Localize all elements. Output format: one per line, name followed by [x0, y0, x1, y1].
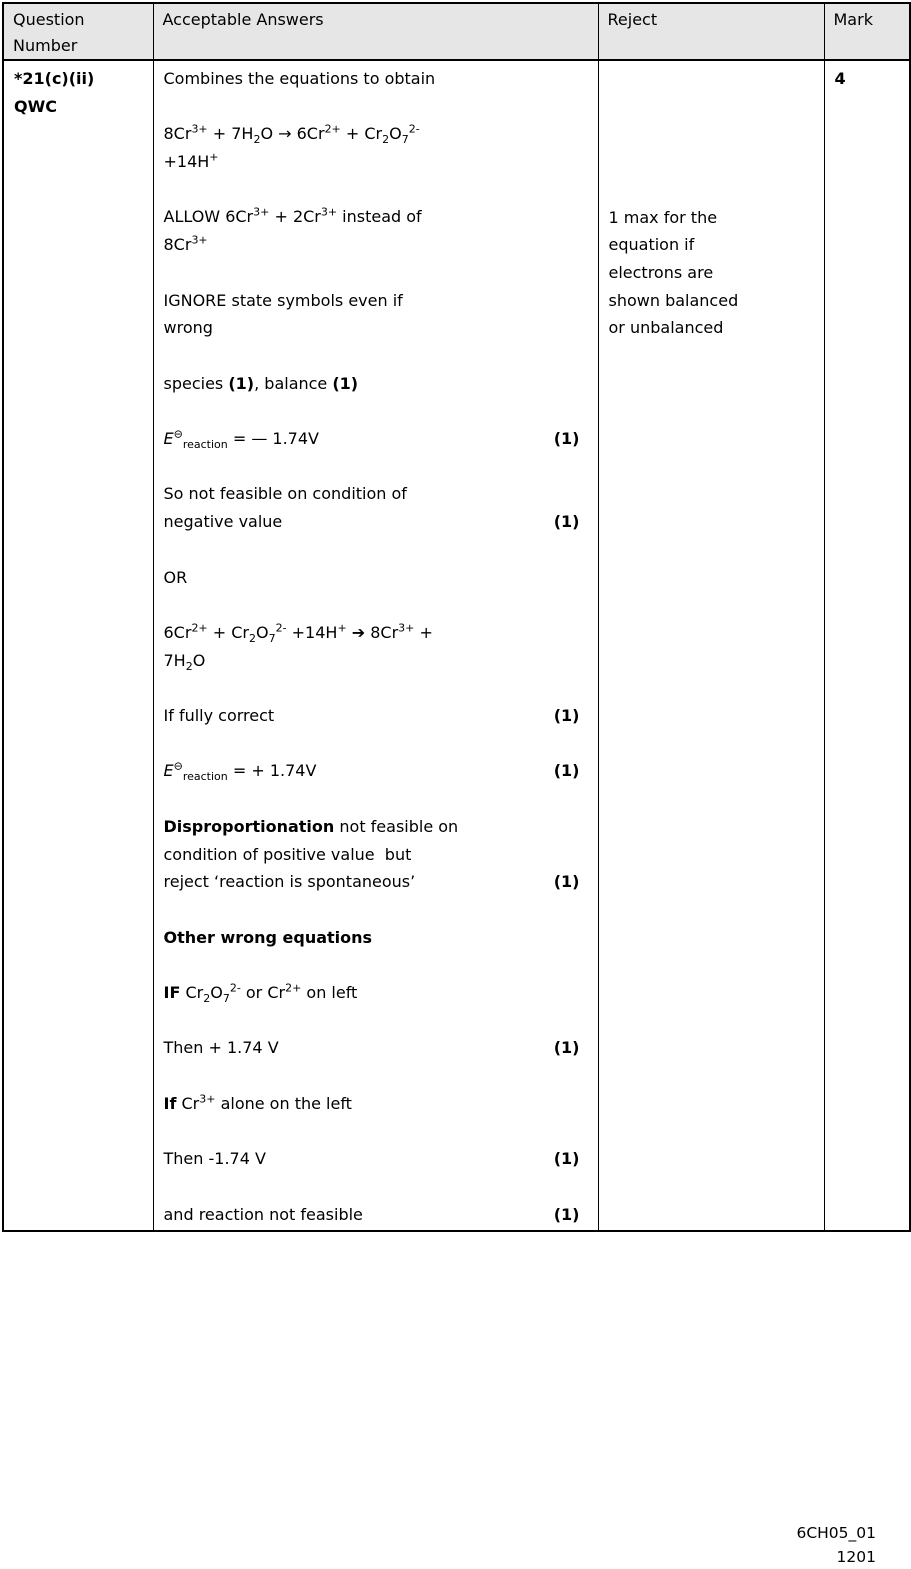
- reject-line: shown balanced: [609, 287, 814, 315]
- answer-line: +14H+: [164, 148, 588, 176]
- answer-line: ALLOW $6Cr^{3+} + 2Cr^{3+}$ instead of: [164, 203, 588, 231]
- answer-paragraph: [164, 619, 588, 674]
- answer-paragraph: [164, 757, 588, 785]
- answer-line: Other wrong equations: [164, 924, 588, 952]
- answer-line: $8Cr^{3+} + 7H_2O \to 6Cr^{2+} + Cr_2O_7^{2-}$: [164, 120, 588, 148]
- answer-line: $7H_2O$: [164, 647, 588, 675]
- answer-line: OR: [164, 564, 588, 592]
- reject-text: [609, 204, 814, 343]
- answer-line: $E^⊖_{reaction}$ = + 1.74V (1): [164, 757, 588, 785]
- reject-line: or unbalanced: [609, 314, 814, 342]
- answer-paragraph: [164, 813, 588, 896]
- answer-paragraph: [164, 1145, 588, 1173]
- answer-paragraph: [164, 370, 588, 398]
- answer-paragraph: [164, 924, 588, 952]
- answer-paragraph: [164, 65, 588, 93]
- answer-line: species (1), balance (1): [164, 370, 588, 398]
- answer-line: So not feasible on condition of: [164, 480, 588, 508]
- header-reject: Reject: [598, 3, 824, 60]
- mark-scheme-table: [2, 2, 911, 1232]
- reject-line: equation if: [609, 231, 814, 259]
- question-line: QWC: [14, 93, 143, 121]
- answer-line: Then + 1.74 V (1): [164, 1034, 588, 1062]
- answer-line: $6Cr^{2+} + Cr_2O_7^{2-} +14H^+$ ➔ $8Cr^{3+}$ +: [164, 619, 588, 647]
- reject-cell: [598, 60, 824, 1231]
- answer-paragraph: [164, 480, 588, 535]
- answer-line: IGNORE state symbols even if: [164, 287, 588, 315]
- answer-paragraph: [164, 425, 588, 453]
- answer-paragraph: [164, 564, 588, 592]
- answer-line: IF $Cr_2O_7^{2-}$ or $Cr^{2+}$ on left: [164, 979, 588, 1007]
- answer-paragraph: [164, 1034, 588, 1062]
- acceptable-answers-cell: [153, 60, 598, 1231]
- answer-line: wrong: [164, 314, 588, 342]
- answer-paragraph: [164, 979, 588, 1007]
- answer-paragraph: [164, 287, 588, 342]
- mark-value: 4: [835, 65, 900, 93]
- answer-line: and reaction not feasible (1): [164, 1201, 588, 1229]
- answer-paragraph: [164, 120, 588, 175]
- answer-line: negative value (1): [164, 508, 588, 536]
- question-number-cell: [3, 60, 153, 1231]
- header-row: [3, 3, 910, 60]
- answer-line: If $Cr^{3+}$ alone on the left: [164, 1090, 588, 1118]
- answer-line: $8Cr^{3+}$: [164, 231, 588, 259]
- footer: [796, 1522, 876, 1569]
- answer-paragraph: [164, 1090, 588, 1118]
- question-line: *21(c)(ii): [14, 65, 143, 93]
- answer-line: Then -1.74 V (1): [164, 1145, 588, 1173]
- answer-paragraph: [164, 702, 588, 730]
- paper-code: 6CH05_01: [796, 1522, 876, 1546]
- reject-line: 1 max for the: [609, 204, 814, 232]
- answer-line: Combines the equations to obtain: [164, 65, 588, 93]
- header-question-number: Question Number: [3, 3, 153, 60]
- answer-row: [3, 60, 910, 1231]
- answer-line: Disproportionation not feasible on: [164, 813, 588, 841]
- answer-paragraph: [164, 203, 588, 258]
- answer-line: reject ‘reaction is spontaneous’ (1): [164, 868, 588, 896]
- answer-line: condition of positive value but: [164, 841, 588, 869]
- header-acceptable-answers: Acceptable Answers: [153, 3, 598, 60]
- header-mark: Mark: [824, 3, 910, 60]
- session-code: 1201: [796, 1546, 876, 1569]
- answer-line: If fully correct (1): [164, 702, 588, 730]
- mark-cell: [824, 60, 910, 1231]
- answer-line: $E^⊖_{reaction}$ = — 1.74V (1): [164, 425, 588, 453]
- answer-paragraph: [164, 1201, 588, 1229]
- reject-line: electrons are: [609, 259, 814, 287]
